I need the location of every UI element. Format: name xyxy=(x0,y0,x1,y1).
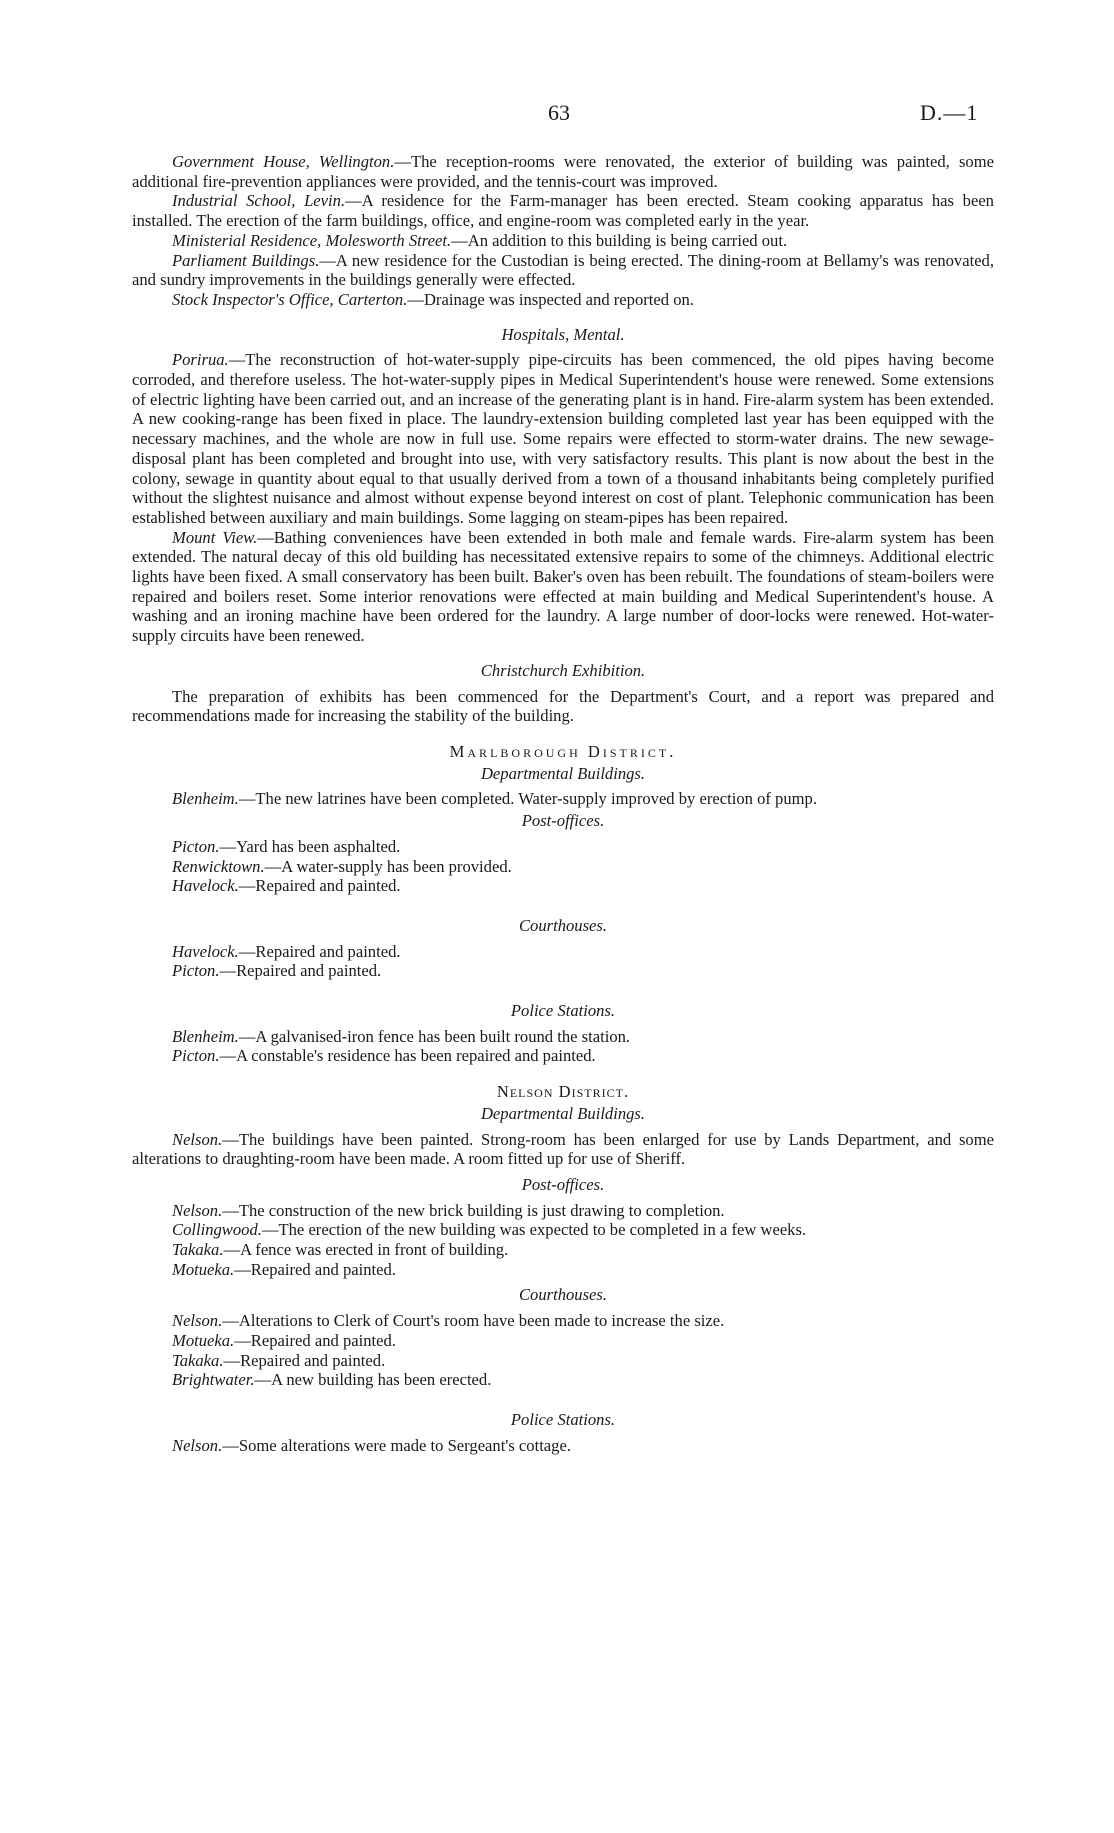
subheading-police-stations: Police Stations. xyxy=(510,1409,616,1429)
paragraph-lead: Mount View. xyxy=(172,527,258,547)
paragraph-lead: Renwicktown. xyxy=(172,856,265,876)
paragraph-text: —A fence was erected in front of building. xyxy=(223,1240,509,1260)
paragraph-text: —Repaired and painted. xyxy=(219,961,382,981)
paragraph-text: —Repaired and painted. xyxy=(238,876,401,896)
paragraph-lead: Takaka. xyxy=(172,1240,224,1260)
paragraph-lead: Government House, Wellington. xyxy=(172,152,395,171)
paragraph-text: —The erection of the new building was expected to be completed in a few weeks. xyxy=(261,1220,807,1240)
subheading-post-offices: Post-offices. xyxy=(521,811,605,831)
paragraph-porirua xyxy=(132,350,994,527)
paragraph-stock-inspector xyxy=(132,290,994,310)
paragraph-text: —A water-supply has been provided. xyxy=(264,856,512,876)
paragraph-blenheim xyxy=(132,789,994,809)
paragraph-lead: Picton. xyxy=(172,1046,220,1066)
paragraph-exhibition: The preparation of exhibits has been commenced for the Department's Court, and a report was prepared and recommendations made for increasing the stability of the building. xyxy=(132,686,994,726)
district-heading-marlborough: Marlborough District. xyxy=(449,741,677,761)
list-item xyxy=(132,1260,994,1280)
list-item xyxy=(132,961,994,981)
paragraph-lead: Picton. xyxy=(172,961,220,981)
paragraph-lead: Takaka. xyxy=(172,1350,224,1370)
paragraph-lead: Parliament Buildings. xyxy=(172,250,320,270)
list-item xyxy=(132,1351,994,1371)
paragraph-lead: Motueka. xyxy=(172,1259,235,1279)
document-reference: D.—1 xyxy=(920,100,979,125)
paragraph-lead: Porirua. xyxy=(172,350,229,370)
paragraph-text: —The buildings have been painted. Strong-room has been enlarged for use by Lands Department, and some alterations to draughting-room have been made. A room fitted up for use of Sheriff. xyxy=(132,1129,994,1169)
paragraph-lead: Nelson. xyxy=(172,1435,223,1455)
paragraph-lead: Brightwater. xyxy=(172,1370,255,1390)
subheading-departmental-buildings: Departmental Buildings. xyxy=(480,1103,646,1123)
list-item xyxy=(132,1240,994,1260)
paragraph-lead: Ministerial Residence, Molesworth Street. xyxy=(172,230,452,250)
paragraph-text: —Some alterations were made to Sergeant's cottage. xyxy=(222,1435,571,1455)
paragraph-lead: Havelock. xyxy=(172,941,239,961)
list-item xyxy=(132,857,994,877)
paragraph-text: —Repaired and painted. xyxy=(223,1350,386,1370)
paragraph-text: —The reception-rooms were renovated, the exterior of building was painted, some additional fire-prevention appliances were provided, and the tennis-court was improved. xyxy=(132,152,994,191)
paragraph-text: —The new latrines have been completed. Water-supply improved by erection of pump. xyxy=(238,789,817,809)
subheading-courthouses: Courthouses. xyxy=(518,915,608,935)
list-item xyxy=(132,1027,994,1047)
page-number: 63 xyxy=(548,100,570,125)
subheading-departmental-buildings: Departmental Buildings. xyxy=(480,763,646,783)
list-item xyxy=(132,876,994,896)
list-item xyxy=(132,1370,994,1390)
paragraph-mount-view xyxy=(132,528,994,646)
list-item xyxy=(132,1201,994,1221)
list-item xyxy=(132,942,994,962)
paragraph-lead: Industrial School, Levin. xyxy=(172,191,346,211)
paragraph-nelson xyxy=(132,1130,994,1169)
paragraph-text: —A residence for the Farm-manager has been erected. Steam cooking apparatus has been installed. The erection of the farm buildings, office, and engine-room was completed early in the year. xyxy=(132,191,994,231)
paragraph-text: —Repaired and painted. xyxy=(234,1330,396,1350)
page-body xyxy=(132,152,994,1455)
paragraph-text: —Repaired and painted. xyxy=(234,1259,396,1279)
paragraph-lead: Motueka. xyxy=(172,1330,235,1350)
paragraph-lead: Blenheim. xyxy=(172,789,239,809)
paragraph-text: —Repaired and painted. xyxy=(238,941,401,961)
subheading-police-stations: Police Stations. xyxy=(510,1001,616,1021)
paragraph-industrial-school xyxy=(132,191,994,230)
paragraph-text: —A new building has been erected. xyxy=(254,1370,492,1390)
list-item xyxy=(132,1331,994,1351)
paragraph-lead: Blenheim. xyxy=(172,1026,239,1046)
paragraph-text: —Yard has been asphalted. xyxy=(219,836,401,856)
subheading-post-offices: Post-offices. xyxy=(521,1174,605,1194)
list-item xyxy=(132,1436,994,1456)
paragraph-text: —A galvanised-iron fence has been built round the station. xyxy=(238,1026,631,1046)
list-item xyxy=(132,1311,994,1331)
list-item xyxy=(132,1220,994,1240)
paragraph-text: —Bathing conveniences have been extended in both male and female wards. Fire-alarm system has been extended. The natural decay of this old building has necessitated extensive repairs to some of the chimneys. Additional electric lights have been fixed. A small conservatory has been built. Baker's oven has been rebuilt. The foundations of steam-boilers were repaired and boilers reset. Some interior renovations were effected at main building and Medical Superintendent's house. A washing and an ironing machine have been ordered for the laundry. A large number of door-locks were renewed. Hot-water-supply circuits have been renewed. xyxy=(132,527,994,646)
paragraph-text: —Alterations to Clerk of Court's room have been made to increase the size. xyxy=(222,1311,725,1331)
section-heading-exhibition: Christchurch Exhibition. xyxy=(480,660,646,680)
paragraph-lead: Nelson. xyxy=(172,1129,223,1149)
paragraph-text: —A constable's residence has been repaired and painted. xyxy=(219,1046,596,1066)
paragraph-text: —An addition to this building is being carried out. xyxy=(451,230,788,250)
paragraph-lead: Nelson. xyxy=(172,1311,223,1331)
list-item xyxy=(132,1046,994,1066)
paragraph-text: —A new residence for the Custodian is being erected. The dining-room at Bellamy's was renovated, and sundry improvements in the buildings generally were effected. xyxy=(132,250,994,290)
paragraph-lead: Stock Inspector's Office, Carterton. xyxy=(172,289,408,309)
paragraph-ministerial-residence xyxy=(132,231,994,251)
list-item xyxy=(132,837,994,857)
paragraph-text: —The reconstruction of hot-water-supply pipe-circuits has been commenced, the old pipes having become corroded, and therefore useless. The hot-water-supply pipes in Medical Superintendent's house were renewed. Some extensions of electric lighting have been carried out, and an increase of the generating plant is in hand. Fire-alarm system has been extended. A new cooking-range has been fixed in place. The laundry-extension building completed last year has been equipped with the necessary machines, and the whole are now in full use. Some repairs were effected to storm-water drains. The new sewage-disposal plant has been completed and brought into use, with very satisfactory results. This plant is now about the best in the colony, sewage in quantity about equal to that usually derived from a town of a thousand inhabitants being completely purified without the slightest nuisance and almost without expense beyond interest on cost of plant. Telephonic communication has been established between auxiliary and main buildings. Some lagging on steam-pipes has been repaired. xyxy=(132,350,994,527)
paragraph-text: —Drainage was inspected and reported on. xyxy=(407,289,694,309)
paragraph-text: —The construction of the new brick building is just drawing to completion. xyxy=(222,1200,725,1220)
paragraph-parliament-buildings xyxy=(132,251,994,290)
district-heading-nelson: Nelson District. xyxy=(496,1082,630,1102)
section-heading-hospitals: Hospitals, Mental. xyxy=(501,324,625,344)
paragraph-lead: Havelock. xyxy=(172,876,239,896)
paragraph-lead: Collingwood. xyxy=(172,1220,262,1240)
page-header xyxy=(0,100,1114,130)
paragraph-lead: Picton. xyxy=(172,836,220,856)
subheading-courthouses: Courthouses. xyxy=(518,1285,608,1305)
paragraph-lead: Nelson. xyxy=(172,1200,223,1220)
paragraph-government-house xyxy=(132,152,994,191)
